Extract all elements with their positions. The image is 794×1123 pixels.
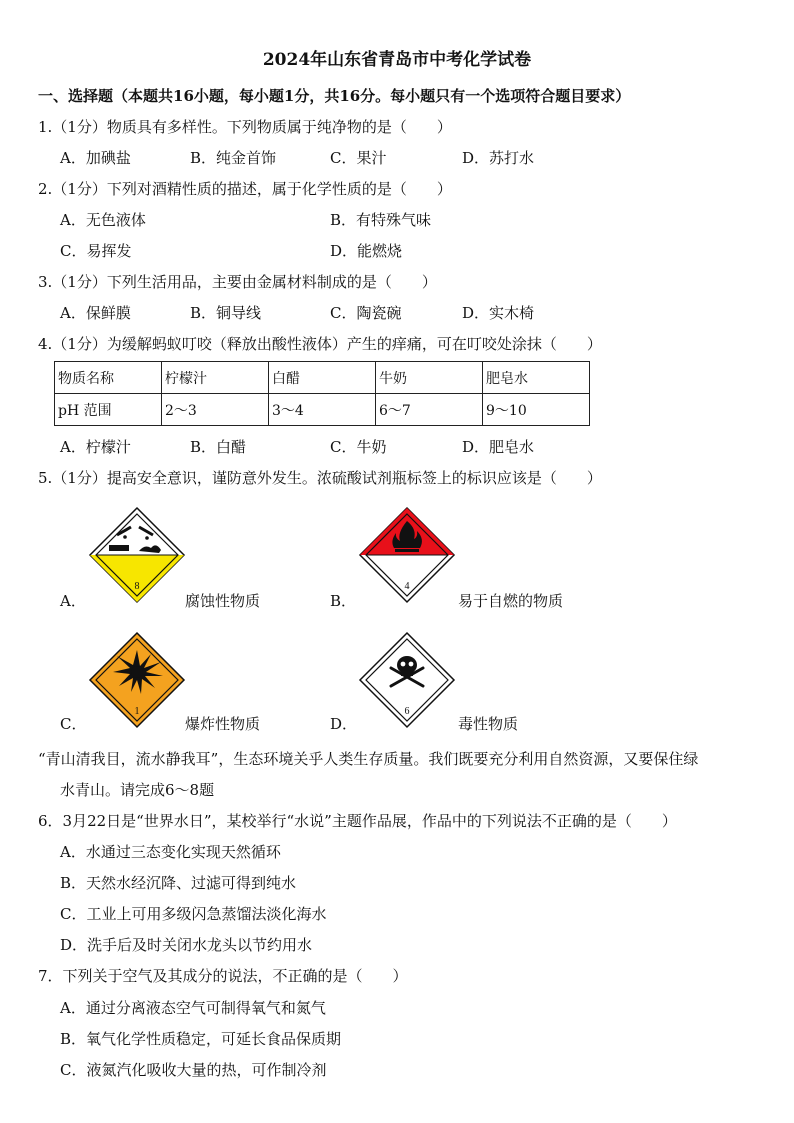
question-5-stem: 5.（1分）提高安全意识，谨防意外发生。浓硫酸试剂瓶标签上的标识应该是（ ）: [38, 469, 602, 487]
question-4-option-b: B．白醋: [190, 438, 247, 456]
question-4-option-a: A．柠檬汁: [60, 438, 131, 456]
table-cell: 2～3: [162, 394, 269, 426]
question-3-option-b: B．铜导线: [190, 304, 262, 322]
sign-class-number: 6: [404, 706, 410, 717]
question-7-option-c: C．液氮汽化吸收大量的热，可作制冷剂: [60, 1061, 327, 1079]
question-5-option-b-letter: B．: [330, 592, 357, 610]
passage-line-1: “青山清我目，流水静我耳”，生态环境关乎人类生存质量。我们既要充分利用自然资源，又要保住绿: [38, 750, 699, 768]
question-2-option-a: A．无色液体: [60, 211, 146, 229]
question-7-option-a: A．通过分离液态空气可制得氧气和氮气: [60, 999, 326, 1017]
question-3-option-d: D．实木椅: [462, 304, 535, 322]
question-6-stem: 6．3月22日是“世界水日”，某校举行“水说”主题作品展，作品中的下列说法不正确的是（ ）: [38, 812, 677, 830]
question-3-option-a: A．保鲜膜: [60, 304, 131, 322]
question-4-option-d: D．肥皂水: [462, 438, 535, 456]
table-cell: 3～4: [269, 394, 376, 426]
page-title: 2024年山东省青岛市中考化学试卷: [262, 50, 532, 70]
table-cell: 物质名称: [55, 362, 162, 394]
question-2-stem: 2.（1分）下列对酒精性质的描述，属于化学性质的是（ ）: [38, 180, 452, 198]
sign-class-number: 1: [134, 706, 140, 717]
question-5-option-d-text: 毒性物质: [458, 715, 519, 733]
question-5-option-c-letter: C．: [60, 715, 87, 733]
question-6-option-d: D．洗手后及时关闭水龙头以节约用水: [60, 936, 313, 954]
table-cell: 肥皂水: [483, 362, 590, 394]
table-cell: 牛奶: [376, 362, 483, 394]
corrosive-sign-icon: [87, 505, 187, 605]
table-row: [55, 394, 590, 426]
question-2-option-b: B．有特殊气味: [330, 211, 432, 229]
section-heading: 一、选择题（本题共16小题，每小题1分，共16分。每小题只有一个选项符合题目要求）: [38, 87, 631, 105]
question-2-option-d: D．能燃烧: [330, 242, 403, 260]
question-7-option-b: B．氧气化学性质稳定，可延长食品保质期: [60, 1030, 342, 1048]
flammable-sign-icon: [357, 505, 457, 605]
table-cell: 白醋: [269, 362, 376, 394]
question-1-stem: 1.（1分）物质具有多样性。下列物质属于纯净物的是（ ）: [38, 118, 452, 136]
question-4-option-c: C．牛奶: [330, 438, 387, 456]
explosive-sign-icon: [87, 630, 187, 730]
question-1-option-b: B．纯金首饰: [190, 149, 277, 167]
table-cell: pH 范围: [55, 394, 162, 426]
question-6-option-c: C．工业上可用多级闪急蒸馏法淡化海水: [60, 905, 327, 923]
question-6-option-a: A．水通过三态变化实现天然循环: [60, 843, 281, 861]
passage-line-2: 水青山。请完成6～8题: [60, 781, 215, 799]
question-1-option-c: C．果汁: [330, 149, 387, 167]
question-3-stem: 3.（1分）下列生活用品，主要由金属材料制成的是（ ）: [38, 273, 437, 291]
table-row: [55, 362, 590, 394]
question-5-option-d-letter: D．: [330, 715, 358, 733]
question-3-option-c: C．陶瓷碗: [330, 304, 402, 322]
question-6-option-b: B．天然水经沉降、过滤可得到纯水: [60, 874, 297, 892]
sign-class-number: 4: [404, 581, 410, 592]
question-5-option-a-letter: A．: [60, 592, 86, 610]
question-5-option-b-text: 易于自燃的物质: [458, 592, 564, 610]
question-1-option-d: D．苏打水: [462, 149, 535, 167]
table-cell: 6～7: [376, 394, 483, 426]
table-cell: 柠檬汁: [162, 362, 269, 394]
toxic-sign-icon: [357, 630, 457, 730]
question-5-option-a-text: 腐蚀性物质: [185, 592, 261, 610]
ph-table: [54, 361, 590, 426]
question-5-option-c-text: 爆炸性物质: [185, 715, 261, 733]
question-1-option-a: A．加碘盐: [60, 149, 131, 167]
sign-class-number: 8: [134, 581, 140, 592]
question-4-stem: 4.（1分）为缓解蚂蚁叮咬（释放出酸性液体）产生的痒痛，可在叮咬处涂抹（ ）: [38, 335, 602, 353]
table-cell: 9～10: [483, 394, 590, 426]
question-2-option-c: C．易挥发: [60, 242, 132, 260]
question-7-stem: 7．下列关于空气及其成分的说法，不正确的是（ ）: [38, 967, 408, 985]
